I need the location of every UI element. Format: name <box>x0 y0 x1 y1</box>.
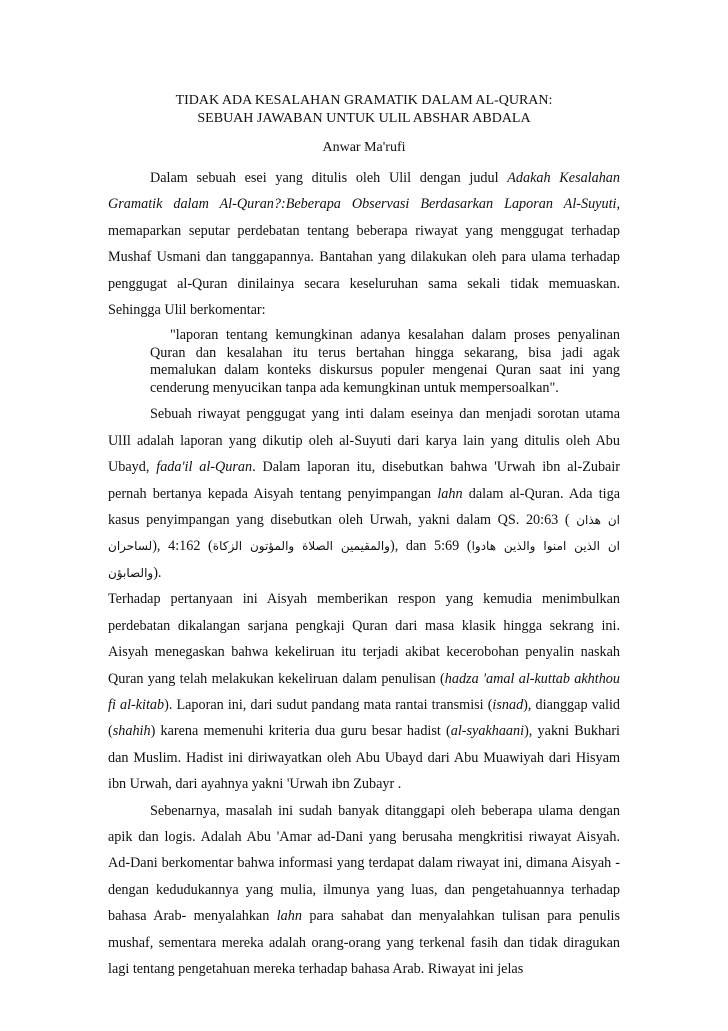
text-run: ) karena memenuhi kriteria dua guru besar hadist ( <box>150 723 451 740</box>
title-line-1: TIDAK ADA KESALAHAN GRAMATIK DALAM AL-QURAN: <box>175 93 553 108</box>
text-run: ), yakni Bukhari dan Muslim. Hadist ini diriwayatkan oleh Abu Ubayd dari Abu Muawiyah dari Hisyam ibn Urwah, dari ayahnya yakni 'Urwah ibn Zubayr . <box>108 723 621 793</box>
quote-phrase: hadza 'amal al-kuttab akhthou fi al-kitab <box>108 670 620 713</box>
text-run: , memaparkan seputar perdebatan tentang beberapa riwayat yang menggugat terhadap Mushaf Usmani dan tanggapannya. Bantahan yang dilakukan oleh para ulama terhadap penggugat al-Quran dinilainya secara keseluruhan sama sekali tidak memuaskan. Sehingga Ulil berkomentar: <box>108 196 620 319</box>
block-quote <box>150 327 620 397</box>
text-run: . Dalam laporan itu, disebutkan bahwa 'Urwah ibn al-Zubair pernah bertanya kepada Aisyah tentang penyimpangan <box>108 459 621 502</box>
book-title: fada'il al-Quran <box>156 459 253 476</box>
term-isnad: isnad <box>492 696 524 713</box>
body-text <box>108 165 620 323</box>
paragraph-1 <box>108 165 620 323</box>
paragraph-4 <box>108 798 620 983</box>
text-run: Sebenarnya, masalah ini sudah banyak ditanggapi oleh beberapa ulama dengan apik dan logis. Adalah Abu 'Amar ad-Dani yang berusaha mengkritisi riwayat Aisyah. Ad-Dani berkomentar bahwa informasi yang terdapat dalam riwayat ini, dimana Aisyah -dengan kedudukannya yang mulia, ilmunya yang luas, dan pengetahuannya terhadap bahasa Arab- menyalahkan <box>108 802 620 925</box>
text-run: Terhadap pertanyaan ini Aisyah memberikan respon yang kemudia menimbulkan perdebatan dikalangan sarjana pengkaji Quran dari masa klasik hingga sekrang ini. Aisyah menegaskan bahwa kekeliruan itu terjadi akibat kecerobohan penyalin naskah Quran yang telah melakukan kekeliruan dalam penulisan ( <box>108 591 620 687</box>
text-run: ), dan 5:69 ( <box>389 538 472 555</box>
title-line-2: SEBUAH JAWABAN UNTUK ULIL ABSHAR ABDALA <box>197 111 531 126</box>
text-run: ), 4:162 ( <box>152 538 213 555</box>
paragraph-2 <box>108 401 620 586</box>
term-lahn: lahn <box>276 908 302 925</box>
essay-title: Adakah Kesalahan Gramatik dalam Al-Quran?:Beberapa Observasi Berdasarkan Laporan Al-Suyuti <box>108 170 620 213</box>
term-al-syakhaani: al-syakhaani <box>450 723 525 740</box>
arabic-verse-1: ان هذان لساحران <box>108 513 621 554</box>
author-name: Anwar Ma'rufi <box>322 140 406 155</box>
term-lahn: lahn <box>437 485 463 502</box>
text-run: ). Laporan ini, dari sudut pandang mata rantai transmisi ( <box>164 696 493 713</box>
text-run: Sebuah riwayat penggugat yang inti dalam eseinya dan menjadi sorotan utama UlIl adalah laporan yang dikutip oleh al-Suyuti dari karya lain yang ditulis oleh Abu Ubayd, <box>108 406 620 476</box>
text-run: ). <box>153 564 162 581</box>
quote-text: "laporan tentang kemungkinan adanya kesalahan dalam proses penyalinan Quran dan kesalahan itu terus bertahan hingga sekarang, bisa jadi agak memalukan dalam konteks diskursus populer mengenai Quran saat ini yang cenderung menyucikan tanpa ada kemungkinan untuk mempersoalkan". <box>150 327 620 396</box>
text-run: dalam al-Quran. Ada tiga kasus penyimpangan yang disebutkan oleh Urwah, yakni dalam QS. 20:63 ( <box>108 485 620 529</box>
document-title <box>108 0 620 128</box>
paragraph-3 <box>108 586 620 797</box>
text-run: ), dianggap valid ( <box>108 696 620 740</box>
text-run: Dalam sebuah esei yang ditulis oleh Ulil dengan judul <box>150 170 508 186</box>
body-text-2 <box>108 401 620 982</box>
text-run: para sahabat dan menyalahkan tulisan para penulis mushaf, sementara mereka adalah orang-orang yang terkenal fasih dan tidak diragukan lagi tentang pengetahuan mereka terhadap bahasa Arab. Riwayat ini jelas <box>108 908 620 977</box>
arabic-verse-2: والمقيمين الصلاة والمؤتون الزكاة <box>212 539 390 554</box>
term-shahih: shahih <box>112 723 151 740</box>
arabic-verse-3: ان الذين امنوا والذين هادوا والصابؤن <box>108 539 620 580</box>
